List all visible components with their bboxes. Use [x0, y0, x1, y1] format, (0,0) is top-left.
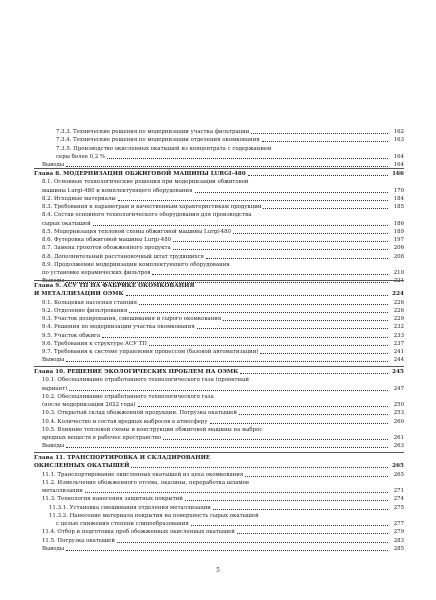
- toc-entry: [34, 136, 404, 144]
- toc-leader-dots: [248, 175, 388, 176]
- toc-entry-text: сырых окатышей: [42, 220, 91, 227]
- toc-chapter: [34, 452, 404, 553]
- toc-entry-text: 11.3. Технология нанесения защитных покрытий: [42, 496, 183, 503]
- toc-entry-text: 7.3.5. Производство окисленных окатышей из концентрата с содержанием: [56, 145, 272, 152]
- toc-chapter-heading: [34, 462, 404, 470]
- toc-entry: [34, 145, 404, 153]
- toc-leader-dots: [93, 225, 388, 226]
- toc-entry-page: 170: [393, 187, 404, 194]
- toc-entry-page: 221: [393, 278, 404, 285]
- toc-entry: [34, 479, 404, 487]
- toc-entry-page: 283: [393, 537, 404, 544]
- toc-entry-text: Глава 8. МОДЕРНИЗАЦИЯ ОБЖИГОВОЙ МАШИНЫ LURGI-480: [34, 171, 246, 177]
- toc-entry-page: 162: [393, 129, 404, 135]
- toc-entry-text: 11.2. Измельчение обожженного отсева, окалины, переработка шламов: [42, 479, 249, 486]
- toc-entry: [34, 261, 404, 269]
- toc-leader-dots: [139, 304, 388, 305]
- toc-entry: [34, 187, 404, 195]
- toc-leader-dots: [262, 141, 388, 142]
- toc-entry-text: по установке керамических фильтров: [42, 270, 151, 276]
- toc-leader-dots: [69, 390, 388, 391]
- toc-entry-text: 8.7. Замена грохотов обожженного продукта: [42, 245, 171, 252]
- toc-leader-dots: [66, 166, 388, 167]
- toc-entry-text: 9.5. Участок обжига: [42, 332, 101, 339]
- toc-entry-text: вариант): [42, 385, 68, 392]
- toc-leader-dots: [237, 533, 388, 534]
- toc-entry-text: с целью снижения степени слипообразования: [56, 521, 189, 527]
- toc-leader-dots: [102, 337, 388, 338]
- toc-entry: [34, 495, 404, 503]
- toc-entry-page: 226: [393, 307, 404, 314]
- toc-leader-dots: [263, 208, 388, 209]
- toc-entry-page: 260: [393, 418, 404, 425]
- toc-entry-text: 9.6. Требования к структуре АСУ ТП: [42, 340, 147, 347]
- toc-entry-text: 8.5. Модернизация тепловой схемы обжиговой машины Lurgi-480: [42, 228, 231, 235]
- toc-chapter: [34, 366, 404, 451]
- toc-entry-text: металлизации: [42, 488, 83, 494]
- toc-chapter: [34, 128, 404, 169]
- toc-leader-dots: [213, 509, 388, 510]
- toc-leader-dots: [118, 200, 388, 201]
- toc-entry-page: 250: [393, 402, 404, 408]
- toc-leader-dots: [239, 414, 388, 415]
- toc-entry-page: 224: [392, 291, 404, 298]
- toc-leader-dots: [197, 328, 388, 329]
- toc-entry-text: 11.1. Транспортирование окисленных окатышей из цеха окомкования: [42, 471, 244, 478]
- toc-entry-text: ОКИСЛЕННЫХ ОКАТЫШЕЙ: [34, 463, 130, 470]
- toc-entry: [34, 418, 404, 426]
- toc-entry-text: 9.3. Участок дозирования, смешивания и сырого окомкования: [42, 316, 222, 322]
- toc-entry-page: 253: [393, 410, 404, 417]
- toc-entry-text: И МЕТАЛЛИЗАЦИИ ОЭМК: [34, 291, 124, 298]
- toc-entry: [34, 471, 404, 479]
- toc-entry: [34, 426, 404, 434]
- toc-leader-dots: [240, 373, 388, 374]
- toc-leader-dots: [260, 353, 388, 354]
- toc-entry: [34, 203, 404, 211]
- toc-entry-text: 10.1. Обеспыливание отработанного технологического газа (проектный: [42, 377, 249, 384]
- toc-leader-dots: [173, 241, 388, 242]
- toc-entry-page: 277: [393, 521, 404, 527]
- toc-entry-page: 197: [393, 237, 404, 243]
- toc-entry: [34, 269, 404, 277]
- toc-entry-text: Выводы: [42, 278, 65, 285]
- toc-entry: [34, 195, 404, 203]
- toc-entry: [34, 220, 404, 228]
- toc-leader-dots: [195, 192, 388, 193]
- toc-entry-page: 164: [393, 153, 404, 160]
- toc-entry-page: 285: [393, 545, 404, 552]
- toc-entry: [34, 253, 404, 261]
- toc-entry: [34, 512, 404, 520]
- toc-entry-page: 208: [393, 253, 404, 260]
- toc-entry: [34, 401, 404, 409]
- toc-entry-text: 11.5. Погрузка окатышей: [42, 537, 115, 544]
- toc-entry-text: Глава 9. АСУ ТП НА ФАБРИКЕ ОКОМКОВАНИЯ: [34, 283, 195, 289]
- toc-entry: [34, 376, 404, 384]
- toc-entry-text: 8.2. Исходные материалы: [42, 195, 116, 202]
- toc-entry-page: 245: [392, 369, 404, 375]
- toc-entry-page: 261: [393, 435, 404, 441]
- toc-leader-dots: [191, 525, 388, 526]
- toc-leader-dots: [126, 295, 388, 296]
- toc-leader-dots: [66, 361, 388, 362]
- toc-entry-page: 229: [393, 316, 404, 322]
- toc-leader-dots: [107, 158, 388, 159]
- toc-leader-dots: [117, 542, 388, 543]
- toc-entry-text: 10.5. Влияние тепловой схемы и конструкции обжиговой машины на выброс: [42, 426, 263, 433]
- toc-chapter-heading: [34, 170, 404, 178]
- toc-entry-text: Выводы: [42, 545, 65, 552]
- toc-entry: [34, 299, 404, 307]
- toc-entry-text: 10.4. Количество и состав вредных выбросов в атмосферу: [42, 418, 208, 425]
- page-number: 5: [216, 567, 220, 574]
- toc-entry-text: 10.2. Обеспыливание отработанного технологического газа: [42, 393, 214, 400]
- toc-entry-text: 9.4. Решения по модернизации участка окомкования: [42, 324, 195, 331]
- toc-entry-text: 7.3.4. Технические решения по модернизации отделения окомкования: [56, 137, 260, 144]
- toc-entry: [34, 393, 404, 401]
- toc-chapter-heading: [34, 368, 404, 376]
- toc-entry-text: 8.3. Требования к параметрам и качественным характеристикам продукции: [42, 204, 262, 210]
- toc-leader-dots: [233, 233, 388, 234]
- toc-entry-page: 233: [393, 332, 404, 339]
- toc-entry: [34, 153, 404, 161]
- toc-entry: [34, 236, 404, 244]
- toc-entry-text: Глава 10. РЕШЕНИЕ ЭКОЛОГИЧЕСКИХ ПРОБЛЕМ НА ОЭМК: [34, 369, 239, 375]
- toc-entry-text: серы более 0,2 %: [56, 153, 106, 160]
- toc-entry-page: 244: [393, 357, 404, 364]
- toc-leader-dots: [251, 133, 388, 134]
- toc-entry-page: 274: [393, 496, 404, 503]
- toc-entry: [34, 487, 404, 495]
- toc-leader-dots: [129, 312, 388, 313]
- toc-entry: [34, 315, 404, 323]
- toc-entry-page: 263: [393, 443, 404, 450]
- toc-entry-text: 9.7. Требования к системе управления процессом (базовой автоматизации): [42, 349, 259, 355]
- toc-leader-dots: [152, 274, 388, 275]
- toc-entry-text: 11.3.2. Нанесение материала покрытия на поверхность сырых окатышей: [49, 512, 259, 519]
- toc-entry-text: 11.3.1. Установка смешивания отделения металлизации: [49, 504, 211, 511]
- toc-entry-text: 8.8. Дополнительный расстановочный штат трудящихся: [42, 253, 204, 260]
- toc-entry: [34, 409, 404, 417]
- toc-entry: [34, 385, 404, 393]
- toc-entry-text: 9.2. Отделение фильтрования: [42, 307, 128, 314]
- toc-entry-text: вредных веществ в рабочее пространство: [42, 435, 162, 441]
- toc-leader-dots: [149, 345, 388, 346]
- toc-leader-dots: [245, 476, 388, 477]
- toc-entry: [34, 244, 404, 252]
- toc-entry-page: 275: [393, 504, 404, 511]
- toc-chapter: [34, 168, 404, 286]
- toc-entry-text: 9.1. Кольцевая насосная станция: [42, 299, 138, 306]
- toc-entry-page: 210: [393, 270, 404, 276]
- toc-leader-dots: [163, 439, 388, 440]
- toc-entry: [34, 128, 404, 136]
- toc-chapter-heading: [34, 282, 404, 290]
- toc-entry: [34, 340, 404, 348]
- toc-entry: [34, 323, 404, 331]
- toc-entry-text: Выводы: [42, 357, 65, 364]
- toc-leader-dots: [173, 249, 388, 250]
- toc-entry: [34, 545, 404, 553]
- toc-entry-text: Выводы: [42, 443, 65, 450]
- toc-leader-dots: [185, 500, 388, 501]
- toc-entry-page: 226: [393, 299, 404, 306]
- toc-entry-text: 8.4. Состав основного технологического оборудования для производства: [42, 212, 252, 219]
- toc-leader-dots: [206, 258, 388, 259]
- toc-entry-text: 8.6. Футеровка обжиговой машины Lurgi-480: [42, 237, 172, 243]
- toc-entry: [34, 348, 404, 356]
- toc-leader-dots: [138, 406, 388, 407]
- toc-entry-text: 11.4. Отбор и подготовка проб обожженных окисленных окатышей: [42, 529, 235, 536]
- toc-entry-text: 7.3.3. Технические решения по модернизации участка фильтрации: [56, 129, 250, 135]
- toc-entry-page: 265: [392, 463, 404, 470]
- toc-entry-page: 166: [392, 171, 404, 177]
- toc-entry: [34, 356, 404, 364]
- toc-entry-page: 237: [393, 340, 404, 347]
- toc-entry-page: 163: [393, 137, 404, 144]
- toc-leader-dots: [210, 423, 388, 424]
- toc-entry: [34, 434, 404, 442]
- toc-entry: [34, 228, 404, 236]
- toc-entry-text: 8.9. Продолжение модернизации комплектующего оборудования: [42, 261, 230, 268]
- toc-chapter: [34, 280, 404, 365]
- toc-entry-text: машины Lurgi-480 и комплектующего оборудования: [42, 187, 193, 194]
- toc-leader-dots: [85, 492, 388, 493]
- toc-entry-text: Выводы: [42, 162, 65, 168]
- toc-entry-page: 164: [393, 162, 404, 168]
- toc-entry-page: 232: [393, 324, 404, 331]
- toc-entry: [34, 537, 404, 545]
- toc-leader-dots: [223, 320, 388, 321]
- toc-entry-page: 184: [393, 195, 404, 202]
- toc-entry-text: Глава 11. ТРАНСПОРТИРОВКА И СКЛАДИРОВАНИЕ: [34, 455, 211, 461]
- toc-entry-page: 271: [393, 488, 404, 494]
- toc-entry: [34, 211, 404, 219]
- toc-chapter-heading: [34, 454, 404, 462]
- toc-entry-page: 186: [393, 220, 404, 227]
- toc-entry: [34, 528, 404, 536]
- toc-entry: [34, 307, 404, 315]
- toc-leader-dots: [66, 447, 388, 448]
- toc-entry: [34, 504, 404, 512]
- toc-entry: [34, 442, 404, 450]
- toc-entry-page: 265: [393, 471, 404, 478]
- toc-entry-text: (после модернизации 2022 года): [42, 402, 136, 408]
- toc-leader-dots: [131, 467, 388, 468]
- toc-entry-page: 279: [393, 529, 404, 536]
- toc-entry-text: 10.3. Открытый склад обожженной продукции. Погрузка окатышей: [42, 410, 237, 417]
- toc-chapter-heading: [34, 290, 404, 298]
- toc-entry-page: 206: [393, 245, 404, 252]
- toc-entry: [34, 332, 404, 340]
- toc-entry-page: 241: [393, 349, 404, 355]
- toc-entry-page: 185: [393, 204, 404, 210]
- toc-entry: [34, 178, 404, 186]
- toc-entry: [34, 520, 404, 528]
- toc-entry-text: 8.1. Основные технологические решения при модернизации обжиговой: [42, 179, 249, 186]
- toc-entry-page: 189: [393, 228, 404, 235]
- toc-entry-page: 247: [393, 385, 404, 392]
- toc-leader-dots: [66, 550, 388, 551]
